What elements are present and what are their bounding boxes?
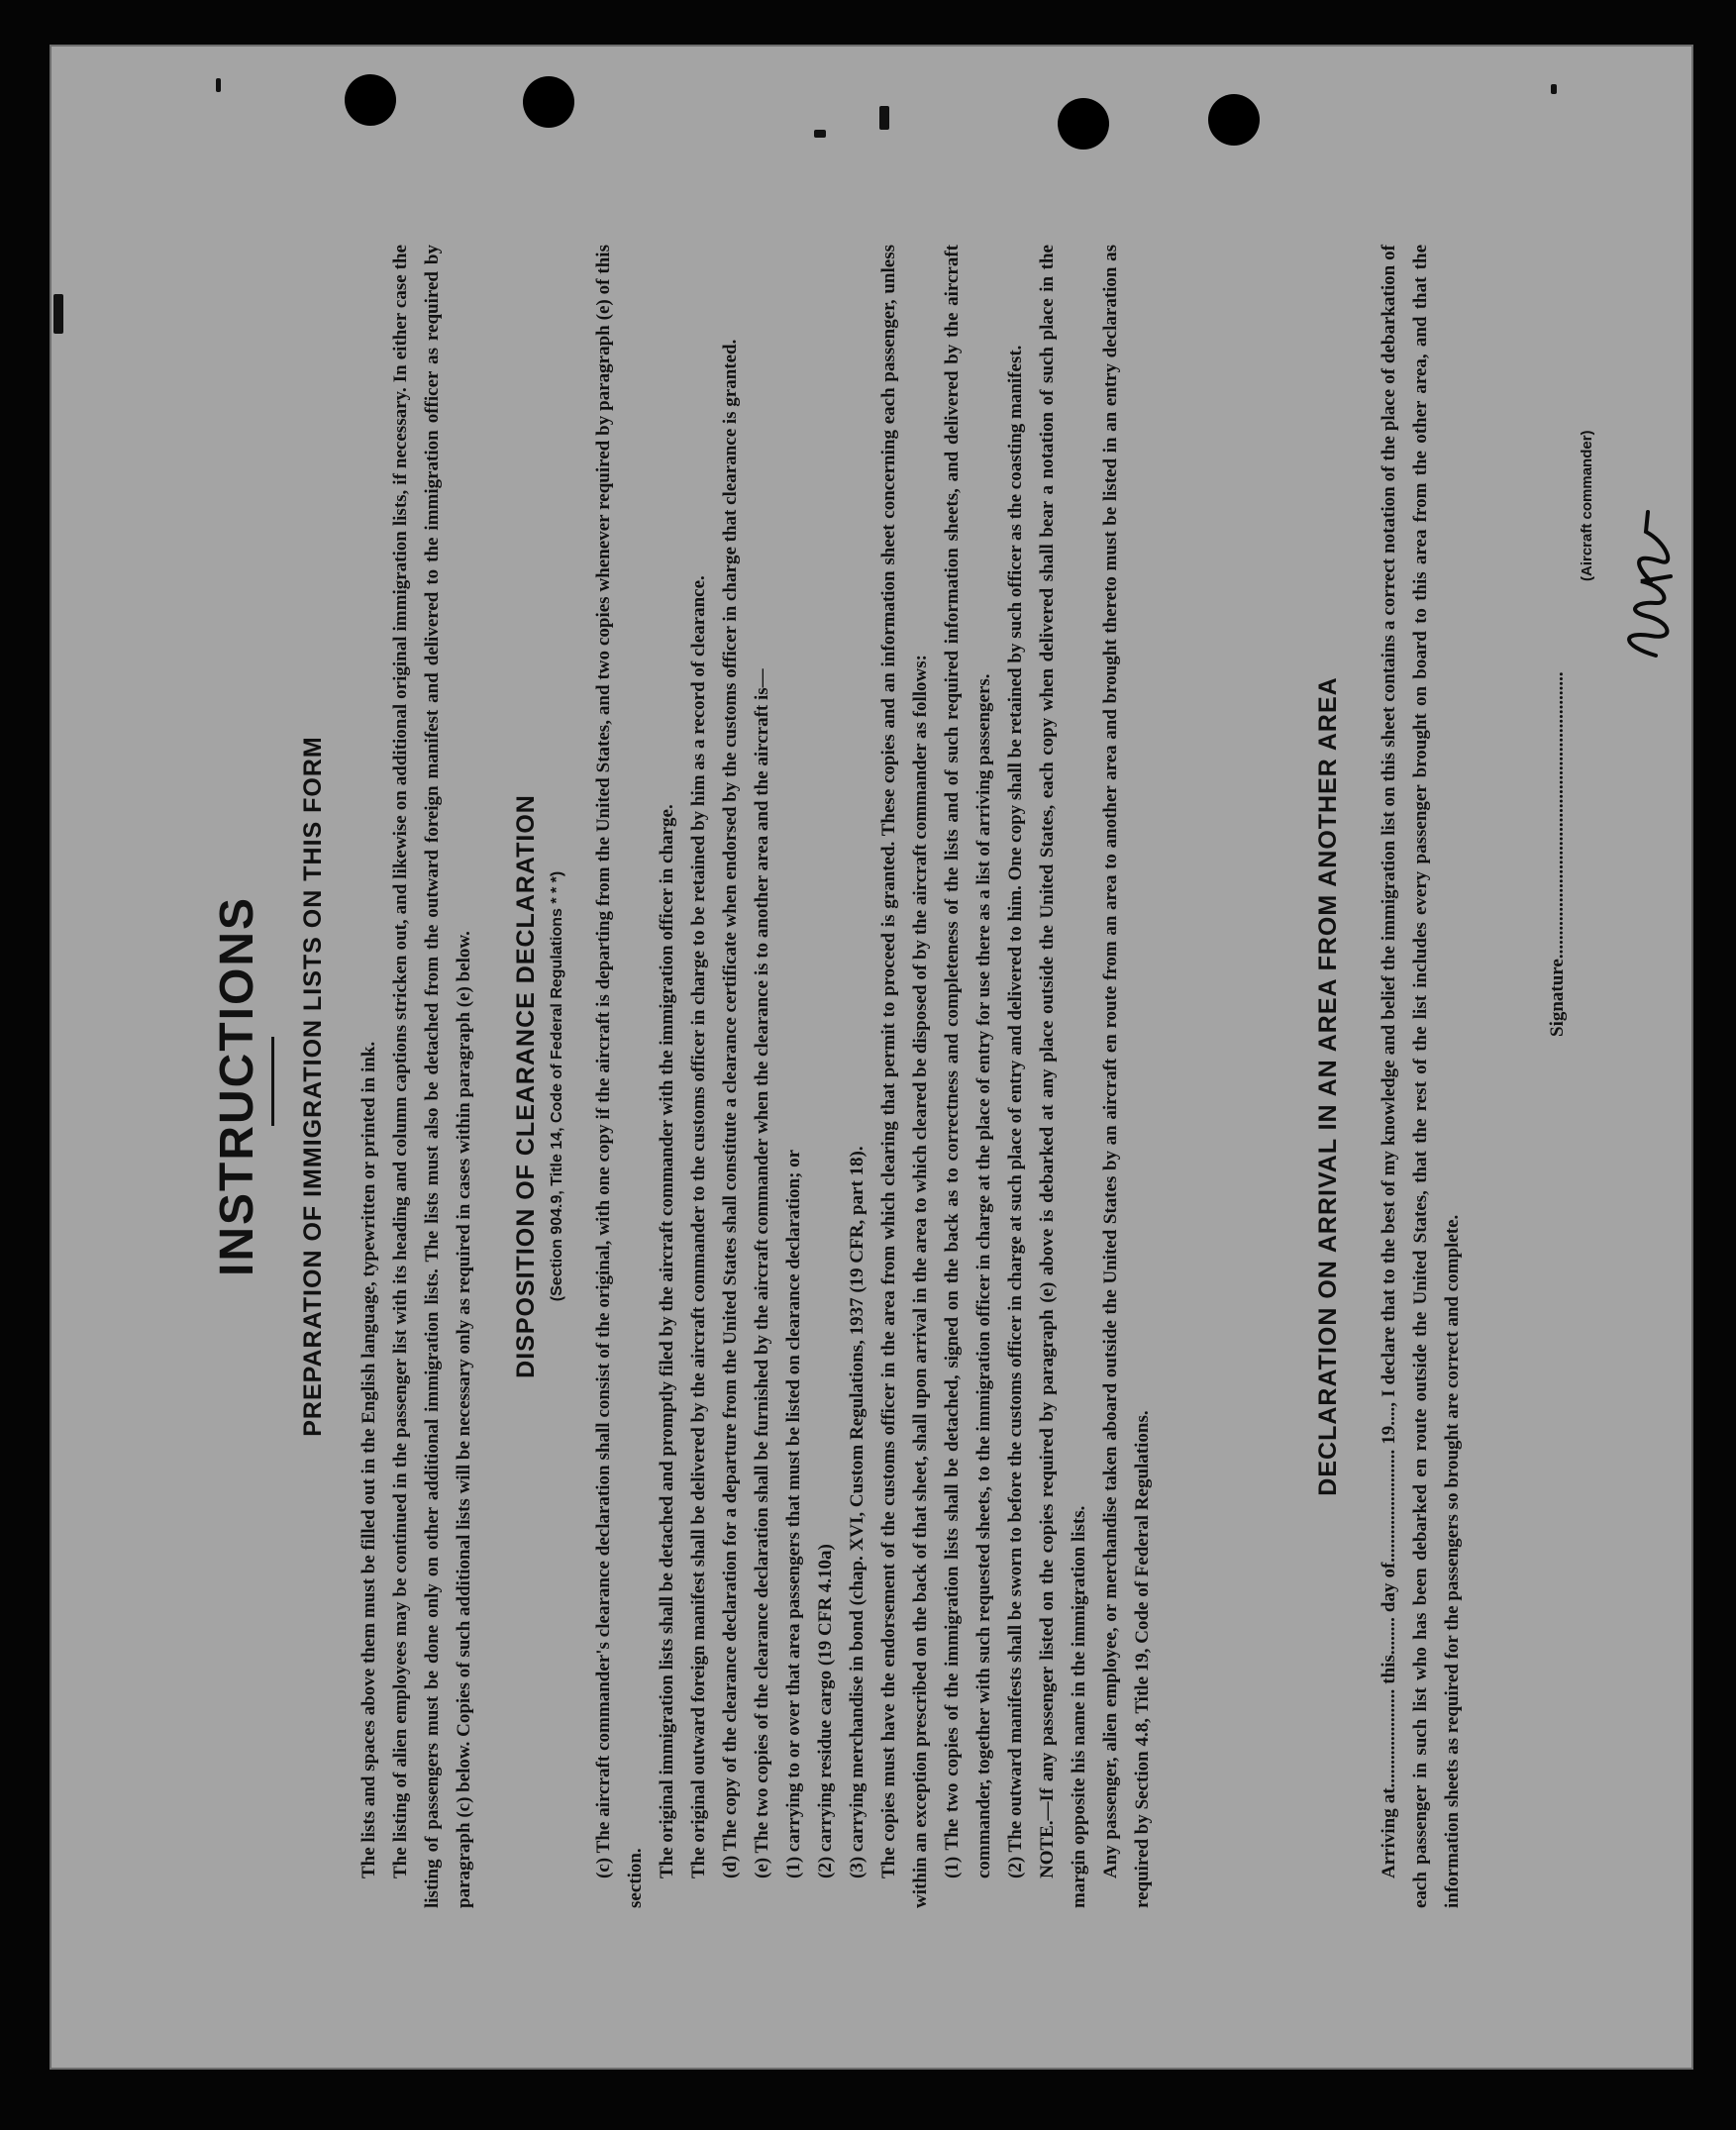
punch-hole xyxy=(1058,98,1109,150)
list-item: (1) carrying to or over that area passengers that must be listed on clearance declaration; or xyxy=(783,1149,804,1878)
paragraph: (c) The aircraft commander's clearance declaration shall consist of the original, with one copy if the aircraft is departing from the United States, and two copies whenever required by paragraph (e) of this section. xyxy=(593,245,646,1908)
ink-speck xyxy=(216,78,221,92)
paragraph: The copies must have the endorsement of the customs officer in the area from which clearing that permit to proceed is granted. These copies and an information sheet concerning each passenger, unless within an exception prescribed on the back of that sheet, shall upon arrival in the area to which cleared be disposed of by the aircraft commander as follows: xyxy=(878,245,931,1908)
page-title: INSTRUCTIONS xyxy=(211,896,263,1276)
paragraph: The original outward foreign manifest shall be delivered by the aircraft commander to the customs officer in charge to be retained by him as a record of clearance. xyxy=(688,575,709,1878)
list-item: (1) The two copies of the immigration lists shall be detached, signed on the back as to correctness and completeness of the lists and of such required information sheets, and delivered by the aircraft commander, together with such requested sheets, to the immigration officer in charge at the place of entry for use there as a list of arriving passengers. xyxy=(942,245,994,1878)
note-paragraph: NOTE.—If any passenger listed on the copies required by paragraph (e) above is debarked at any place outside the United States, each copy when delivered shall bear a notation of such place in the margin opposite his name in the immigration lists. xyxy=(1037,245,1089,1908)
ink-speck xyxy=(53,294,63,334)
ink-speck xyxy=(814,130,826,138)
list-item: (2) The outward manifests shall be sworn to before the customs officer in charge at such place of entry and delivered to him. One copy shall be retained by such officer as the coasting manifest. xyxy=(1005,345,1026,1878)
declaration-paragraph: Arriving at..................... this........ day of........................ 19...., I declare that to the best of my knowledge and belief the immigration list on this sheet contains a correct notation of the place of debarkation of each passenger in such list who has been debarked en route outside the United States, that the rest of the list includes every passenger brought on board to this area from the other area, and that the information sheets as required for the passengers so brought are correct and complete. xyxy=(1379,245,1463,1908)
list-item: (3) carrying merchandise in bond (chap. XVI, Custom Regulations, 1937 (19 CFR, part 18). xyxy=(847,1146,868,1878)
list-item: (2) carrying residue cargo (19 CFR 4.10a) xyxy=(815,1544,836,1878)
punch-hole xyxy=(523,76,574,128)
handwritten-signature xyxy=(1616,502,1685,660)
section-preparation-body xyxy=(354,245,480,1908)
signature-line: Signature............................................................. xyxy=(1547,671,1568,1037)
paper-sheet xyxy=(50,45,1693,2070)
paragraph: The original immigration lists shall be detached and promptly filed by the aircraft commander with the immigration officer in charge. xyxy=(657,804,677,1878)
paragraph: (d) The copy of the clearance declaration for a departure from the United States shall constitute a clearance certificate when endorsed by the customs officer in charge that clearance is granted. xyxy=(720,339,741,1878)
section-disposition-body xyxy=(588,245,1159,1908)
section-declaration-body xyxy=(1374,245,1469,1908)
section-heading-disposition: DISPOSITION OF CLEARANCE DECLARATION xyxy=(512,794,540,1378)
paragraph: Any passenger, alien employee, or merchandise taken aboard outside the United States by an aircraft en route from an area to another area and brought thereto must be listed in an entry declaration as required by Section 4.8, Title 19, Code of Federal Regulations. xyxy=(1100,245,1153,1908)
paragraph: The lists and spaces above them must be filled out in the English language, typewritten or printed in ink. xyxy=(358,1041,379,1878)
section-subheading-disposition: (Section 904.9, Title 14, Code of Federal Regulations * * *) xyxy=(549,870,565,1302)
section-heading-declaration: DECLARATION ON ARRIVAL IN AN AREA FROM ANOTHER AREA xyxy=(1314,676,1342,1496)
section-heading-preparation: PREPARATION OF IMMIGRATION LISTS ON THIS FORM xyxy=(299,736,327,1437)
ink-speck xyxy=(879,106,889,130)
paragraph: The listing of alien employees may be continued in the passenger list with its heading and column captions stricken out, and likewise on additional original immigration lists, if necessary. In either case the listing of passengers must be done only on other additional immigration lists. The lists must also be detached from the outward foreign manifest and delivered to the immigration officer as required by paragraph (c) below. Copies of such additional lists will be necessary only as required in cases within paragraph (e) below. xyxy=(390,245,474,1908)
punch-hole xyxy=(345,74,396,126)
rotated-text-block xyxy=(200,146,1636,2027)
punch-hole xyxy=(1208,94,1260,146)
paragraph: (e) The two copies of the clearance declaration shall be furnished by the aircraft commander when the clearance is to another area and the aircraft is— xyxy=(752,668,772,1878)
ink-speck xyxy=(1551,84,1557,94)
title-underline xyxy=(271,1037,274,1126)
signature-caption: (Aircraft commander) xyxy=(1579,430,1595,581)
